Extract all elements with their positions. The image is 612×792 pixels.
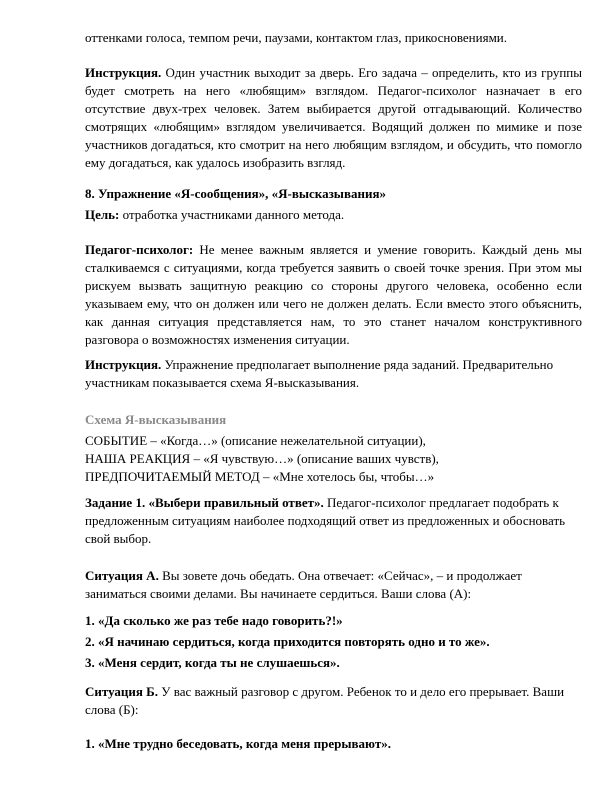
answer-item xyxy=(85,612,582,630)
answer-text: «Да сколько же раз тебе надо говорить?!» xyxy=(98,613,343,628)
situation-b xyxy=(85,683,582,719)
answer-item xyxy=(85,735,582,753)
situation-text: У вас важный разговор с другом. Ребенок то и дело его прерывает. Ваши xyxy=(161,684,565,699)
schema-heading: Схема Я-высказывания xyxy=(85,412,227,427)
schema-title xyxy=(85,411,582,429)
goal-label: Цель: xyxy=(85,207,120,222)
instruction-text: Упражнение предполагает выполнение ряда заданий. Предварительно xyxy=(164,357,554,372)
answer-number: 2. xyxy=(85,634,95,649)
paragraph-psychologist xyxy=(85,241,582,349)
instruction-label: Инструкция. xyxy=(85,65,162,80)
situation-text: заниматься своими делами. Вы начинаете сердиться. Ваши слова (А): xyxy=(85,586,472,601)
exercise-heading xyxy=(85,185,582,203)
situation-text: Вы зовете дочь обедать. Она отвечает: «Сейчас», – и продолжает xyxy=(162,568,522,583)
answer-text: «Мне трудно беседовать, когда меня прерывают». xyxy=(98,736,391,751)
situation-text: слова (Б): xyxy=(85,702,139,717)
schema-line-method: ПРЕДПОЧИТАЕМЫЙ МЕТОД – «Мне хотелось бы, чтобы…» xyxy=(85,469,435,484)
situation-a xyxy=(85,567,582,603)
paragraph-continuation xyxy=(85,29,582,47)
instruction-text: участникам показывается схема Я-высказывания. xyxy=(85,375,360,390)
answer-text: «Меня сердит, когда ты не слушаешься». xyxy=(98,655,340,670)
task-text: предложенным ситуациям наиболее подходящий ответ из предложенных и обосновать xyxy=(85,513,566,528)
schema-list xyxy=(85,432,582,486)
answer-item xyxy=(85,633,582,651)
answer-number: 1. xyxy=(85,613,95,628)
situation-label: Ситуация Б. xyxy=(85,684,159,699)
answer-list-a xyxy=(85,612,582,672)
psychologist-text: Не менее важным является и умение говорить. Каждый день мы сталкиваемся с ситуациями, когда требуется заявить о своей точке зрения. При этом мы рискуем вызвать защитную реакцию со стороны другого человека, особенно если указываем ему, что он должен или чего не должен делать. Если вместо этого объяснить, как данная ситуация представляется нам, то это станет началом конструктивного разговора о возможностях изменения ситуации. xyxy=(85,242,583,347)
task-text: Педагог-психолог предлагает подобрать к xyxy=(327,495,559,510)
answer-number: 1. xyxy=(85,736,95,751)
situation-label: Ситуация А. xyxy=(85,568,159,583)
paragraph-instruction-2 xyxy=(85,356,582,392)
task-label: Задание 1. «Выбери правильный ответ». xyxy=(85,495,324,510)
answer-list-b xyxy=(85,735,582,753)
exercise-title: 8. Упражнение «Я-сообщения», «Я-высказывания» xyxy=(85,186,386,201)
task-1 xyxy=(85,494,582,548)
instruction-text: Один участник выходит за дверь. Его задача – определить, кто из группы будет смотреть на него «любящим» взглядом. Педагог-психолог назначает в его отсутствие двух-трех человек. Затем выбирается другой отгадывающий. Количество смотрящих «любящим» взглядом увеличивается. Водящий должен по мимике и позе участников догадаться, кто смотрит на него любящим взглядом, и обсудить, что помогло ему догадаться, как удалось изобразить взгляд. xyxy=(85,65,582,170)
instruction-label: Инструкция. xyxy=(85,357,162,372)
goal-line xyxy=(85,206,582,224)
answer-number: 3. xyxy=(85,655,95,670)
psychologist-label: Педагог-психолог: xyxy=(85,242,194,257)
paragraph-text: оттенками голоса, темпом речи, паузами, контактом глаз, прикосновениями. xyxy=(85,30,507,45)
schema-line-event: СОБЫТИЕ – «Когда…» (описание нежелательной ситуации), xyxy=(85,433,426,448)
task-text: свой выбор. xyxy=(85,531,152,546)
goal-text: отработка участниками данного метода. xyxy=(122,207,345,222)
answer-item xyxy=(85,654,582,672)
schema-line-reaction: НАША РЕАКЦИЯ – «Я чувствую…» (описание ваших чувств), xyxy=(85,451,439,466)
paragraph-instruction-1 xyxy=(85,64,582,172)
answer-text: «Я начинаю сердиться, когда приходится повторять одно и то же». xyxy=(98,634,490,649)
